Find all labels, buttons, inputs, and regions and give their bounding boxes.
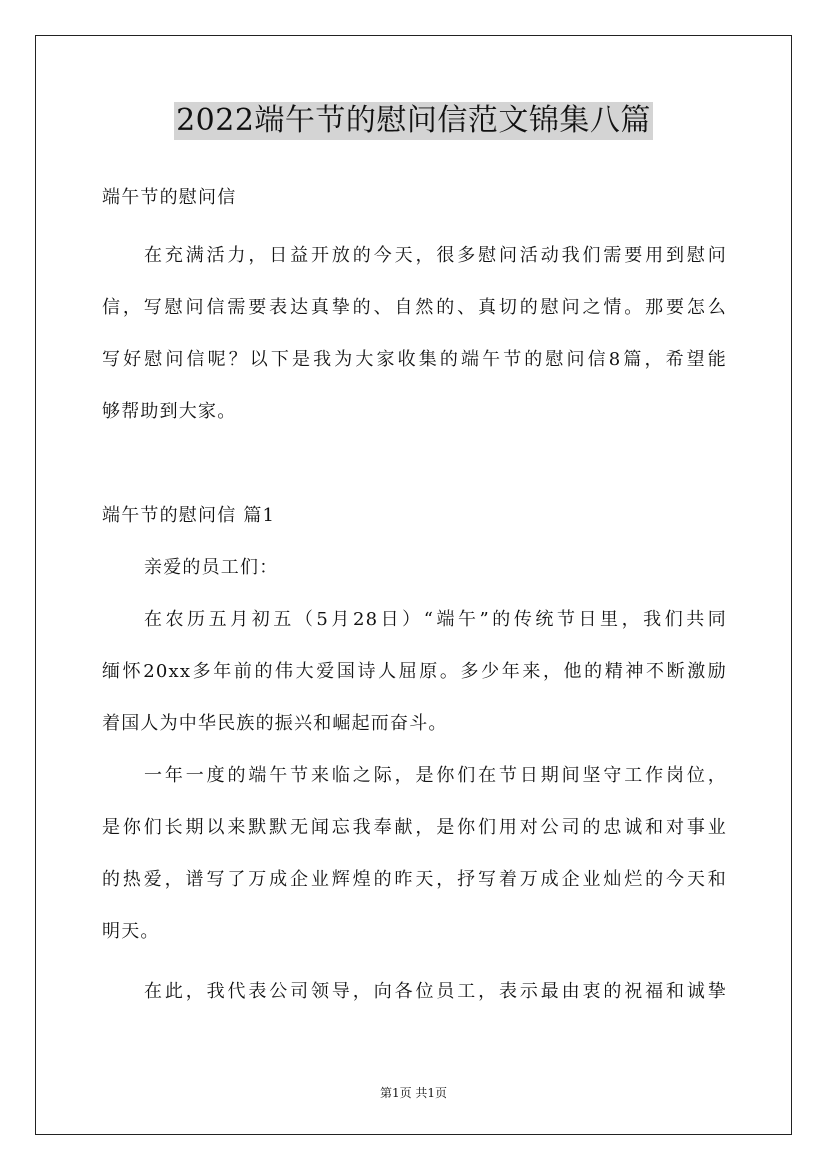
paragraph-line: 一年一度的端午节来临之际，是你们在节日期间坚守工作岗位， xyxy=(144,765,727,786)
paragraph-line: 的热爱，谱写了万成企业辉煌的昨天，抒写着万成企业灿烂的今天和 xyxy=(102,869,727,890)
section-heading: 端午节的慰问信 篇1 xyxy=(102,505,276,526)
heading: 端午节的慰问信 xyxy=(102,187,237,208)
greeting: 亲爱的员工们： xyxy=(144,557,279,578)
paragraph-line: 在此，我代表公司领导，向各位员工，表示最由衷的祝福和诚挚 xyxy=(144,981,727,1002)
paragraph-line: 缅怀20xx多年前的伟大爱国诗人屈原。多少年来，他的精神不断激励 xyxy=(102,661,727,682)
intro-line: 写好慰问信呢？以下是我为大家收集的端午节的慰问信8篇，希望能 xyxy=(102,349,727,370)
intro-line: 够帮助到大家。 xyxy=(102,401,237,422)
document-title: 2022端午节的慰问信范文锦集八篇 xyxy=(176,103,651,138)
title-container xyxy=(0,102,827,140)
paragraph-line: 明天。 xyxy=(102,921,160,942)
paragraph-line: 着国人为中华民族的振兴和崛起而奋斗。 xyxy=(102,713,448,734)
document-body xyxy=(102,172,727,1018)
paragraph-line: 是你们长期以来默默无闻忘我奉献，是你们用对公司的忠诚和对事业 xyxy=(102,817,727,838)
intro-line: 信，写慰问信需要表达真挚的、自然的、真切的慰问之情。那要怎么 xyxy=(102,297,727,318)
page-footer: 第1页 共1页 xyxy=(379,1086,448,1100)
intro-line: 在充满活力，日益开放的今天，很多慰问活动我们需要用到慰问 xyxy=(144,245,727,266)
paragraph-line: 在农历五月初五（5月28日）“端午”的传统节日里，我们共同 xyxy=(144,609,727,630)
